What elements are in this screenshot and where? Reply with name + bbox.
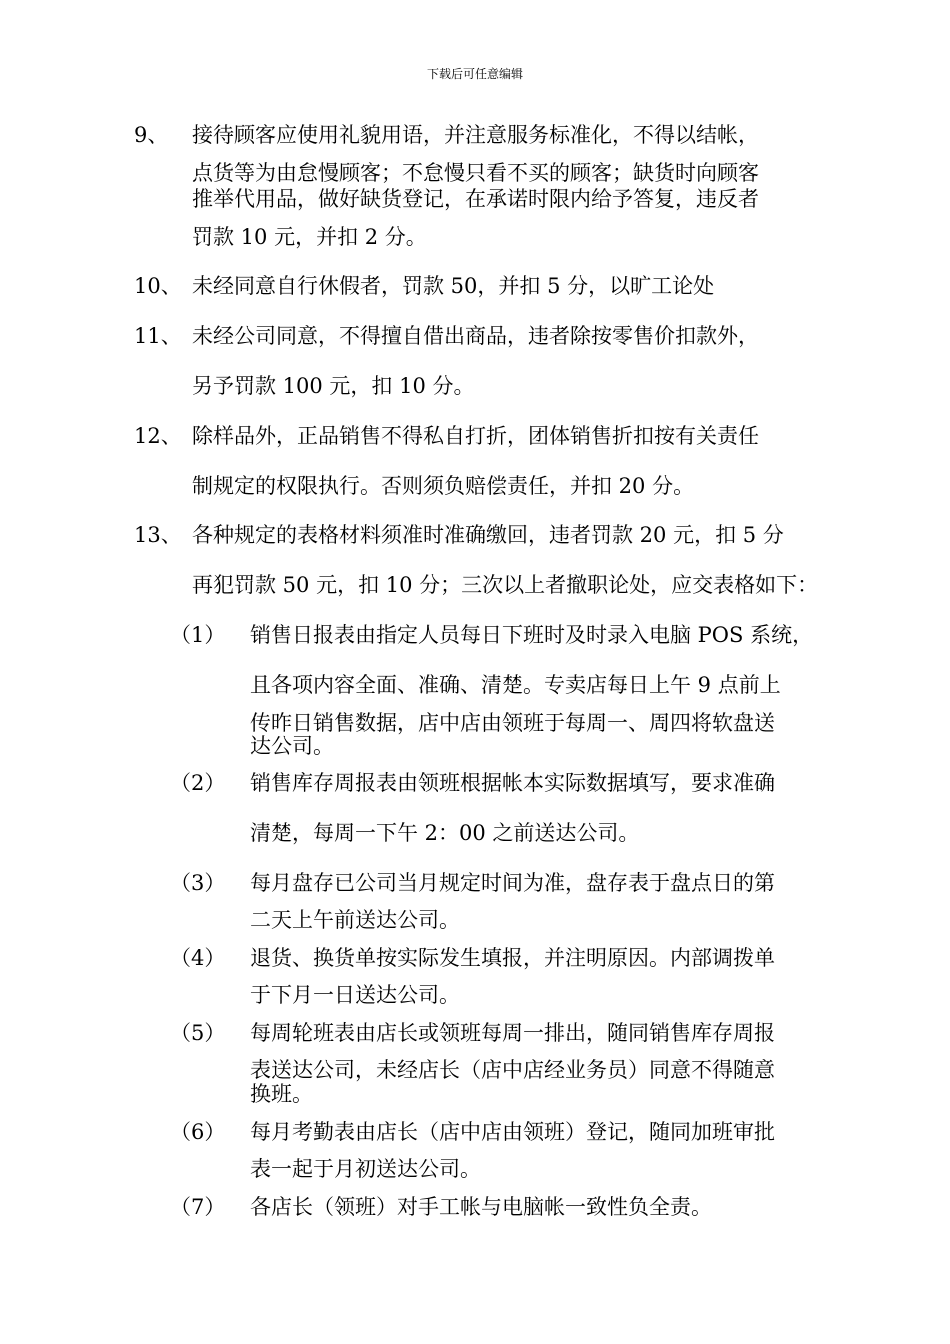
item-number: 13、	[134, 523, 182, 547]
subitem-text-line: 传昨日销售数据，店中店由领班于每周一、周四将软盘送	[250, 711, 775, 735]
item-text-line: 未经同意自行休假者，罚款 50，并扣 5 分，以旷工论处	[192, 274, 715, 298]
item-text-line: 另予罚款 100 元，扣 10 分。	[192, 374, 475, 398]
item-text-line: 除样品外，正品销售不得私自打折，团体销售折扣按有关责任	[192, 424, 759, 448]
subitem-number: （2）	[170, 771, 226, 795]
item-number: 11、	[134, 324, 182, 348]
subitem-text-line: 清楚，每周一下午 2：00 之前送达公司。	[250, 821, 640, 845]
subitem-text-line: 退货、换货单按实际发生填报，并注明原因。内部调拨单	[250, 946, 775, 970]
item-number: 12、	[134, 424, 182, 448]
subitem-text-line: 且各项内容全面、准确、清楚。专卖店每日上午 9 点前上	[250, 673, 781, 697]
item-number: 9、	[134, 123, 169, 147]
item-text-line: 未经公司同意，不得擅自借出商品，违者除按零售价扣款外，	[192, 324, 759, 348]
subitem-text-line: 每周轮班表由店长或领班每周一排出，随同销售库存周报	[250, 1021, 775, 1045]
item-text-line: 制规定的权限执行。否则须负赔偿责任，并扣 20 分。	[192, 474, 695, 498]
subitem-number: （4）	[170, 946, 226, 970]
subitem-text-line: 销售日报表由指定人员每日下班时及时录入电脑 POS 系统，	[250, 623, 814, 647]
subitem-text-line: 各店长（领班）对手工帐与电脑帐一致性负全责。	[250, 1195, 712, 1219]
page-header: 下载后可任意编辑	[426, 67, 523, 81]
item-text-line: 推举代用品，做好缺货登记，在承诺时限内给予答复，违反者	[192, 187, 759, 211]
subitem-number: （5）	[170, 1021, 226, 1045]
subitem-text-line: 表一起于月初送达公司。	[250, 1157, 481, 1181]
item-text-line: 接待顾客应使用礼貌用语，并注意服务标准化，不得以结帐，	[192, 123, 759, 147]
subitem-text-line: 二天上午前送达公司。	[250, 908, 460, 932]
subitem-number: （6）	[170, 1120, 226, 1144]
item-text-line: 各种规定的表格材料须准时准确缴回，违者罚款 20 元，扣 5 分	[192, 523, 784, 547]
subitem-text-line: 销售库存周报表由领班根据帐本实际数据填写，要求准确	[250, 771, 775, 795]
subitem-number: （3）	[170, 871, 226, 895]
subitem-text-line: 表送达公司，未经店长（店中店经业务员）同意不得随意	[250, 1058, 775, 1082]
subitem-text-line: 每月盘存已公司当月规定时间为准，盘存表于盘点日的第	[250, 871, 775, 895]
subitem-number: （7）	[170, 1195, 226, 1219]
item-text-line: 罚款 10 元，并扣 2 分。	[192, 225, 427, 249]
subitem-text-line: 每月考勤表由店长（店中店由领班）登记，随同加班审批	[250, 1120, 775, 1144]
subitem-text-line: 换班。	[250, 1082, 313, 1106]
item-number: 10、	[134, 274, 182, 298]
subitem-text-line: 达公司。	[250, 734, 334, 758]
subitem-text-line: 于下月一日送达公司。	[250, 983, 460, 1007]
subitem-number: （1）	[170, 623, 226, 647]
item-text-line: 点货等为由怠慢顾客；不怠慢只看不买的顾客；缺货时向顾客	[192, 161, 759, 185]
item-text-line: 再犯罚款 50 元，扣 10 分；三次以上者撤职论处，应交表格如下：	[192, 573, 819, 597]
